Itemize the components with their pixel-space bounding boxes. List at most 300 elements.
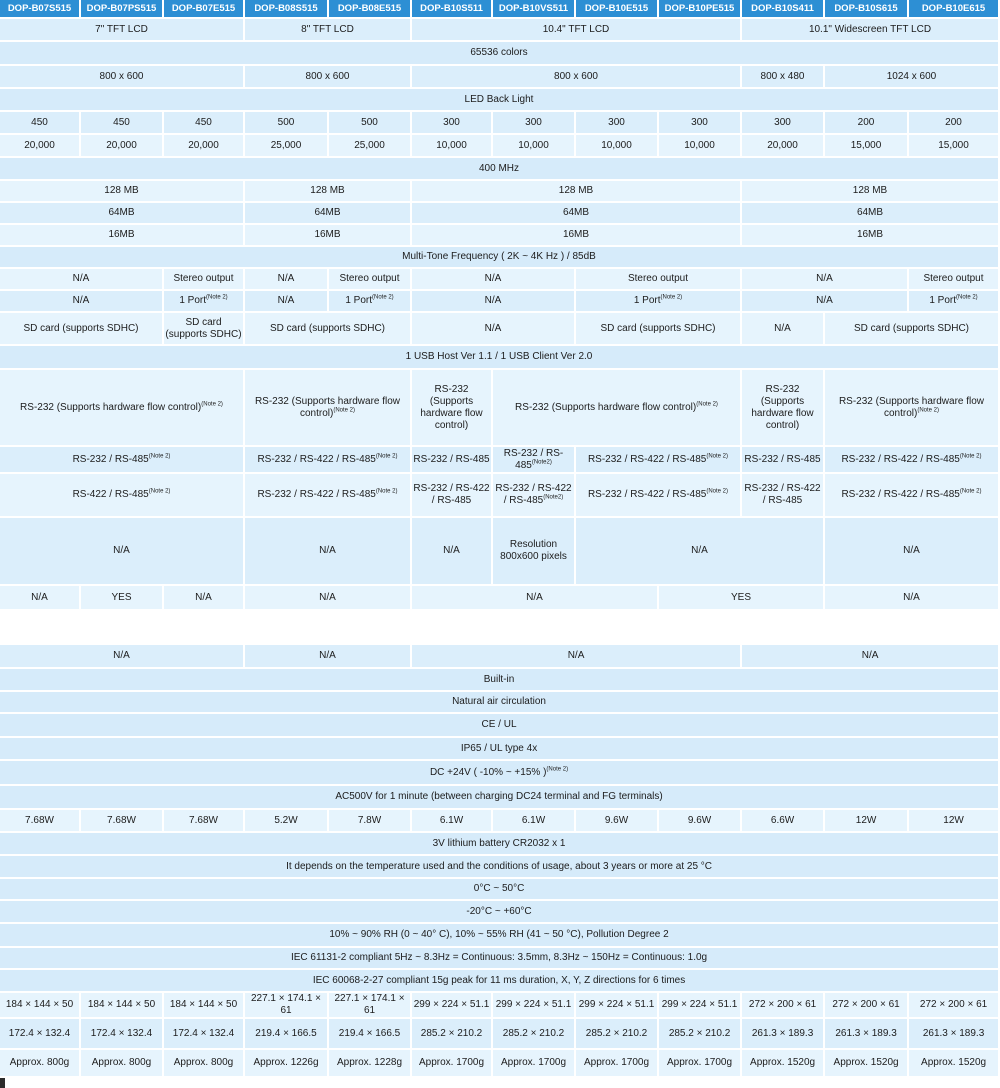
spec-cell-text: 9.6W xyxy=(687,814,712,826)
spec-cell-text: 299 × 224 × 51.1 xyxy=(495,999,572,1010)
spec-cell xyxy=(493,370,742,447)
spec-row xyxy=(0,447,1000,474)
spec-cell xyxy=(412,313,576,346)
spec-cell-text: IEC 60068-2-27 compliant 15g peak for 11 ms duration, X, Y, Z directions for 6 times xyxy=(312,974,686,986)
spec-cell xyxy=(576,474,742,518)
spec-cell xyxy=(0,42,1000,66)
spec-cell-text: 800 x 480 xyxy=(760,70,805,82)
spec-cell-text: N/A xyxy=(277,273,295,284)
spec-cell-text: Built-in xyxy=(483,673,515,685)
spec-cell xyxy=(0,669,1000,692)
spec-cell-text: 299 × 224 × 51.1 xyxy=(661,999,738,1010)
spec-table-lower xyxy=(0,645,1000,1078)
spec-cell xyxy=(742,993,825,1019)
spec-row xyxy=(0,786,1000,810)
spec-cell-text: 800 x 600 xyxy=(305,70,350,82)
spec-cell-text: Approx. 1226g xyxy=(253,1057,319,1068)
spec-cell xyxy=(576,518,825,586)
note-reference: (Note 2) xyxy=(706,488,729,495)
note-reference: (Note 2) xyxy=(546,766,569,773)
model-header-cell: DOP-B10VS511 xyxy=(493,0,576,19)
spec-cell xyxy=(164,810,245,833)
spec-cell xyxy=(164,135,245,158)
spec-cell xyxy=(0,692,1000,714)
spec-cell-text: RS-232 / RS-485 xyxy=(72,453,149,465)
spec-cell xyxy=(412,518,493,586)
spec-cell-text: N/A xyxy=(195,591,212,603)
spec-cell xyxy=(0,833,1000,856)
spec-cell-text: 128 MB xyxy=(104,185,139,196)
spec-cell-text: YES xyxy=(730,591,751,603)
spec-cell-text: 800 x 600 xyxy=(99,70,144,82)
spec-cell xyxy=(329,269,412,291)
spec-cell-text: 299 × 224 × 51.1 xyxy=(578,999,655,1010)
spec-cell-text: Stereo output xyxy=(339,273,400,284)
spec-cell xyxy=(742,370,825,447)
spec-cell xyxy=(576,1019,659,1050)
note-reference: (Note 2) xyxy=(375,453,398,460)
spec-cell-text: RS-232 / RS-422 / RS-485 xyxy=(257,489,376,500)
spec-cell xyxy=(0,247,1000,269)
spec-cell xyxy=(909,269,1000,291)
spec-cell-text: 300 xyxy=(774,116,791,128)
model-header-cell: DOP-B07PS515 xyxy=(81,0,164,19)
spec-cell-text: 7.68W xyxy=(189,814,218,826)
spec-cell xyxy=(245,1019,329,1050)
model-header-cell: DOP-B10S411 xyxy=(742,0,825,19)
spec-cell xyxy=(164,313,245,346)
spec-cell-text: 450 xyxy=(113,116,130,128)
spec-cell-text: Multi-Tone Frequency ( 2K ~ 4K Hz ) / 85dB xyxy=(402,251,596,262)
spec-cell-text: Resolution 800x600 pixels xyxy=(500,539,567,562)
spec-cell xyxy=(742,19,1000,42)
spec-cell-text: CE / UL xyxy=(481,719,517,730)
spec-cell-text: 6.1W xyxy=(439,814,464,826)
spec-cell-text: RS-232 (Supports hardware flow control) xyxy=(515,401,697,413)
spec-cell-text: 20,000 xyxy=(767,139,798,151)
spec-cell-text: 172.4 × 132.4 xyxy=(8,1027,71,1039)
spec-cell-text: Approx. 1520g xyxy=(833,1057,899,1068)
spec-cell-text: 450 xyxy=(195,116,212,128)
spec-row xyxy=(0,993,1000,1019)
spec-cell xyxy=(245,203,412,225)
spec-cell-text: 128 MB xyxy=(852,185,888,196)
spec-cell-text: SD card (supports SDHC) xyxy=(165,316,242,340)
spec-cell xyxy=(493,1019,576,1050)
spec-cell xyxy=(909,810,1000,833)
spec-cell xyxy=(659,1050,742,1078)
model-header-cell: DOP-B10S511 xyxy=(412,0,493,19)
spec-cell xyxy=(0,1019,81,1050)
spec-cell xyxy=(81,112,164,135)
spec-cell-text: N/A xyxy=(526,591,543,603)
spec-cell-text: 450 xyxy=(31,116,48,128)
spec-cell-text: 184 × 144 × 50 xyxy=(169,999,238,1010)
spec-cell xyxy=(0,738,1000,761)
spec-cell-text: N/A xyxy=(319,591,336,603)
spec-cell-text: 1 Port xyxy=(929,295,956,306)
spec-cell xyxy=(412,447,493,474)
spec-cell-text: N/A xyxy=(903,591,920,603)
spec-row xyxy=(0,112,1000,135)
spec-row xyxy=(0,158,1000,181)
note-reference: (Note 2) xyxy=(375,488,398,495)
spec-cell-text: 300 xyxy=(525,116,542,128)
spec-cell-text: RS-232 / RS-422 / RS-485 xyxy=(413,483,490,506)
spec-cell xyxy=(909,112,1000,135)
spec-cell xyxy=(493,810,576,833)
spec-cell xyxy=(0,518,245,586)
spec-cell-text: 0°C ~ 50°C xyxy=(473,883,525,894)
spec-cell-text: 16MB xyxy=(856,229,884,240)
spec-cell-text: RS-232 (Supports hardware flow control) xyxy=(838,395,985,419)
spec-cell xyxy=(164,291,245,313)
spec-cell-text: Approx. 1700g xyxy=(583,1057,650,1068)
spec-cell xyxy=(245,518,412,586)
spec-cell xyxy=(742,135,825,158)
spec-row xyxy=(0,269,1000,291)
spec-cell-text: N/A xyxy=(72,295,90,306)
spec-cell-text: Approx. 1700g xyxy=(500,1057,567,1068)
spec-cell-text: DC +24V ( -10% ~ +15% ) xyxy=(429,766,547,778)
spec-cell xyxy=(0,181,245,203)
spec-cell-text: IP65 / UL type 4x xyxy=(460,742,538,754)
spec-cell-text: RS-422 / RS-485 xyxy=(72,489,149,500)
spec-cell xyxy=(412,645,742,669)
spec-cell xyxy=(412,112,493,135)
spec-cell xyxy=(909,993,1000,1019)
spec-cell-text: N/A xyxy=(113,545,130,556)
note-reference: (Note2) xyxy=(543,494,564,501)
spec-cell-text: 500 xyxy=(277,116,295,128)
spec-cell xyxy=(493,518,576,586)
spec-cell-text: 184 × 144 × 50 xyxy=(5,999,74,1010)
spec-cell-text: 285.2 × 210.2 xyxy=(668,1027,731,1039)
spec-cell xyxy=(0,269,164,291)
spec-row xyxy=(0,66,1000,89)
spec-cell xyxy=(825,313,1000,346)
note-reference: (Note 2) xyxy=(959,453,982,460)
spec-cell xyxy=(329,112,412,135)
spec-row xyxy=(0,42,1000,66)
spec-cell xyxy=(0,993,81,1019)
spec-cell xyxy=(329,135,412,158)
spec-cell xyxy=(245,370,412,447)
spec-cell xyxy=(329,1019,412,1050)
spec-cell-text: Stereo output xyxy=(627,273,689,284)
note-reference: (Note 2) xyxy=(148,453,171,460)
model-header-cell: DOP-B08S515 xyxy=(245,0,329,19)
spec-cell xyxy=(576,135,659,158)
spec-row xyxy=(0,970,1000,993)
note-reference: (Note 2) xyxy=(660,294,683,301)
spec-cell xyxy=(825,447,1000,474)
spec-cell-text: N/A xyxy=(113,650,130,661)
spec-cell xyxy=(245,269,329,291)
spec-cell-text: N/A xyxy=(691,545,708,556)
spec-cell xyxy=(659,112,742,135)
spec-cell xyxy=(412,1050,493,1078)
spec-cell-text: 64MB xyxy=(856,207,884,218)
spec-cell-text: RS-232 / RS-422 / RS-485 xyxy=(841,453,960,465)
spec-cell xyxy=(245,66,412,89)
spec-cell xyxy=(245,181,412,203)
spec-cell xyxy=(825,112,909,135)
spec-cell xyxy=(659,993,742,1019)
spec-cell xyxy=(0,89,1000,112)
spec-cell-text: 64MB xyxy=(314,207,341,218)
spec-cell xyxy=(0,203,245,225)
spec-cell-text: 300 xyxy=(443,116,460,128)
spec-cell xyxy=(245,291,329,313)
spec-cell-text: RS-232 / RS-422 / RS-485 xyxy=(744,483,821,506)
spec-cell-text: 128 MB xyxy=(310,185,345,196)
spec-cell xyxy=(825,1050,909,1078)
spec-cell xyxy=(742,810,825,833)
spec-cell-text: RS-232 / RS-422 / RS-485 xyxy=(495,483,572,506)
spec-cell xyxy=(245,1050,329,1078)
spec-cell xyxy=(742,313,825,346)
spec-cell-text: N/A xyxy=(31,591,48,603)
spec-cell xyxy=(576,447,742,474)
spec-cell xyxy=(81,810,164,833)
spec-cell xyxy=(81,993,164,1019)
spec-cell-text: -20°C ~ +60°C xyxy=(466,905,532,917)
spec-cell xyxy=(412,1019,493,1050)
spec-row xyxy=(0,89,1000,112)
spec-row xyxy=(0,181,1000,203)
spec-cell xyxy=(742,66,825,89)
spec-cell-text: 400 MHz xyxy=(478,162,519,174)
spec-cell xyxy=(576,1050,659,1078)
spec-cell-text: Stereo output xyxy=(923,273,984,284)
spec-row xyxy=(0,669,1000,692)
spec-cell-text: 10,000 xyxy=(436,139,467,151)
spec-cell xyxy=(164,112,245,135)
spec-row xyxy=(0,645,1000,669)
model-header-cell: DOP-B10S615 xyxy=(825,0,909,19)
spec-cell-text: 285.2 × 210.2 xyxy=(585,1027,648,1039)
spec-cell xyxy=(742,1050,825,1078)
spec-cell xyxy=(576,269,742,291)
spec-cell xyxy=(659,586,825,611)
spec-cell-text: 219.4 × 166.5 xyxy=(255,1027,317,1039)
spec-cell-text: 261.3 × 189.3 xyxy=(922,1027,985,1039)
spec-cell-text: N/A xyxy=(277,295,295,306)
spec-cell xyxy=(909,1019,1000,1050)
spec-cell-text: Approx. 1700g xyxy=(418,1057,485,1068)
spec-cell-text: 16MB xyxy=(314,229,341,240)
spec-row xyxy=(0,225,1000,247)
spec-cell xyxy=(245,225,412,247)
spec-cell-text: 10,000 xyxy=(518,139,549,151)
spec-cell xyxy=(576,313,742,346)
spec-cell xyxy=(825,474,1000,518)
spec-row xyxy=(0,948,1000,970)
spec-cell xyxy=(81,135,164,158)
spec-row xyxy=(0,879,1000,901)
spec-cell xyxy=(493,1050,576,1078)
spec-cell xyxy=(659,810,742,833)
spec-cell xyxy=(0,879,1000,901)
spec-cell xyxy=(0,761,1000,786)
spec-cell-text: 5.2W xyxy=(274,814,298,826)
spec-cell xyxy=(412,19,742,42)
spec-cell-text: N/A xyxy=(567,650,585,661)
spec-cell xyxy=(742,1019,825,1050)
spec-cell xyxy=(329,810,412,833)
spec-row xyxy=(0,135,1000,158)
spec-cell xyxy=(0,645,245,669)
spec-cell xyxy=(742,181,1000,203)
spec-cell-text: RS-232 / RS-422 / RS-485 xyxy=(257,453,376,465)
spec-cell-text: 1024 x 600 xyxy=(886,70,937,82)
spec-cell-text: RS-232 (Supports hardware flow control) xyxy=(420,383,483,431)
spec-cell xyxy=(909,135,1000,158)
spec-cell-text: Stereo output xyxy=(173,273,234,284)
spec-row xyxy=(0,901,1000,924)
spec-cell-text: 219.4 × 166.5 xyxy=(338,1027,401,1039)
spec-row xyxy=(0,203,1000,225)
spec-cell xyxy=(493,447,576,474)
spec-cell xyxy=(0,135,81,158)
spec-cell-text: Approx. 1520g xyxy=(921,1057,987,1068)
spec-cell-text: 1 Port xyxy=(179,295,206,306)
spec-cell xyxy=(825,135,909,158)
spec-cell-text: N/A xyxy=(861,650,879,661)
spec-cell-text: SD card (supports SDHC) xyxy=(853,322,970,334)
spec-cell-text: 16MB xyxy=(108,229,135,240)
note-reference: (Note 2) xyxy=(206,294,228,301)
spec-cell-text: 64MB xyxy=(562,207,590,218)
spec-cell-text: 9.6W xyxy=(604,814,629,826)
spec-row xyxy=(0,856,1000,879)
spec-cell-text: RS-232 (Supports hardware flow control) xyxy=(20,401,202,413)
spec-cell-text: RS-232 / RS-485 xyxy=(503,447,564,471)
spec-cell-text: N/A xyxy=(816,295,833,306)
spec-cell xyxy=(245,474,412,518)
spec-cell xyxy=(659,1019,742,1050)
spec-cell xyxy=(0,856,1000,879)
spec-cell xyxy=(825,586,1000,611)
spec-cell-text: 10.1" Widescreen TFT LCD xyxy=(808,23,932,35)
spec-cell-text: 300 xyxy=(608,116,625,128)
spec-cell-text: 285.2 × 210.2 xyxy=(502,1027,565,1039)
model-header-cell: DOP-B07S515 xyxy=(0,0,81,19)
spec-cell xyxy=(0,810,81,833)
spec-cell xyxy=(0,924,1000,948)
spec-cell xyxy=(0,1050,81,1078)
spec-cell xyxy=(245,447,412,474)
note-reference: (Note2) xyxy=(531,459,552,466)
spec-cell xyxy=(164,993,245,1019)
spec-cell xyxy=(0,112,81,135)
spec-cell xyxy=(412,181,742,203)
spec-cell xyxy=(0,901,1000,924)
spec-cell-text: 272 × 200 × 61 xyxy=(919,999,988,1010)
spec-cell xyxy=(493,112,576,135)
spec-cell xyxy=(825,1019,909,1050)
spec-cell xyxy=(412,370,493,447)
spec-cell-text: 20,000 xyxy=(106,139,137,151)
spec-cell xyxy=(742,269,909,291)
spec-cell-text: Approx. 1228g xyxy=(336,1057,403,1068)
note-reference: (Note 2) xyxy=(333,407,356,414)
spec-cell-text: 1 USB Host Ver 1.1 / 1 USB Client Ver 2.0 xyxy=(405,351,593,362)
spec-cell-text: 65536 colors xyxy=(470,47,528,58)
spec-cell-text: RS-232 / RS-422 / RS-485 xyxy=(587,489,707,500)
spec-cell-text: RS-232 (Supports hardware flow control) xyxy=(751,383,814,431)
spec-cell xyxy=(412,474,493,518)
spec-cell xyxy=(825,518,1000,586)
spec-cell-text: 20,000 xyxy=(188,139,219,151)
spec-cell xyxy=(0,370,245,447)
spec-cell-text: 10,000 xyxy=(601,139,632,151)
spec-cell-text: 300 xyxy=(691,116,708,128)
model-header-cell: DOP-B10PE515 xyxy=(659,0,742,19)
spec-cell-text: Approx. 800g xyxy=(173,1057,234,1068)
spec-row xyxy=(0,518,1000,586)
spec-cell-text: 272 × 200 × 61 xyxy=(832,999,900,1010)
spec-cell-text: AC500V for 1 minute (between charging DC24 terminal and FG terminals) xyxy=(335,791,663,802)
spec-cell xyxy=(164,1019,245,1050)
spec-cell-text: 16MB xyxy=(562,229,590,240)
spec-cell-text: RS-232 / RS-485 xyxy=(744,453,821,465)
spec-cell-text: Approx. 800g xyxy=(91,1057,152,1068)
spec-row xyxy=(0,313,1000,346)
model-header-cell: DOP-B10E515 xyxy=(576,0,659,19)
spec-cell-text: N/A xyxy=(319,545,336,556)
spec-cell-text: 227.1 × 174.1 × 61 xyxy=(334,993,405,1016)
spec-cell xyxy=(825,66,1000,89)
spec-cell-text: 1 Port xyxy=(633,295,661,306)
spec-cell xyxy=(164,586,245,611)
spec-cell-text: 15,000 xyxy=(938,139,969,151)
spec-cell xyxy=(909,291,1000,313)
model-header-cell: DOP-B07E515 xyxy=(164,0,245,19)
spec-cell xyxy=(0,313,164,346)
spec-cell-text: 172.4 × 132.4 xyxy=(172,1027,235,1039)
spec-cell xyxy=(81,1019,164,1050)
model-header-row xyxy=(0,0,1000,19)
spec-cell-text: 184 × 144 × 50 xyxy=(87,999,156,1010)
spec-row xyxy=(0,692,1000,714)
spec-cell xyxy=(825,370,1000,447)
spec-cell-text: 299 × 224 × 51.1 xyxy=(413,999,490,1010)
note-reference: (Note 2) xyxy=(917,407,940,414)
spec-cell xyxy=(245,810,329,833)
spec-cell xyxy=(164,269,245,291)
spec-cell-text: 227.1 × 174.1 × 61 xyxy=(250,993,322,1016)
spec-cell xyxy=(0,714,1000,738)
spec-cell-text: Approx. 1700g xyxy=(667,1057,733,1068)
spec-cell xyxy=(164,1050,245,1078)
spec-cell xyxy=(0,586,81,611)
spec-cell-text: SD card (supports SDHC) xyxy=(600,322,716,334)
spec-cell xyxy=(493,474,576,518)
spec-cell-text: 10,000 xyxy=(684,139,715,151)
spec-cell-text: N/A xyxy=(72,273,90,284)
note-reference: (Note 2) xyxy=(696,401,718,408)
spec-cell-text: 500 xyxy=(361,116,378,128)
spec-cell xyxy=(742,447,825,474)
spec-cell-text: 261.3 × 189.3 xyxy=(835,1027,897,1039)
spec-cell xyxy=(412,225,742,247)
spec-cell xyxy=(0,447,245,474)
spec-cell xyxy=(0,948,1000,970)
spec-cell xyxy=(412,291,576,313)
spec-cell xyxy=(825,993,909,1019)
